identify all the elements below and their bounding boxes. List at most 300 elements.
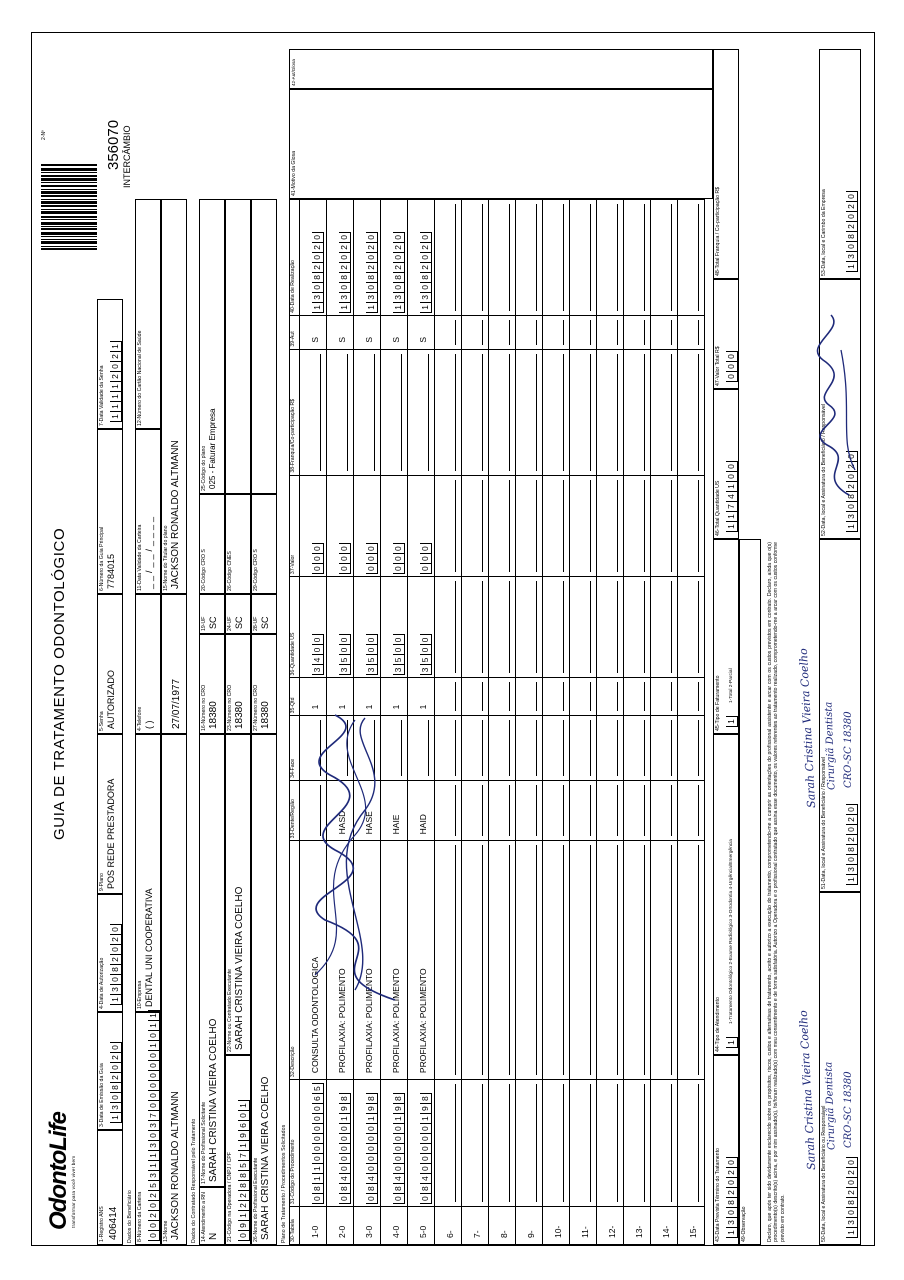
section-contratado-label: Dados do Contratado Responsável pelo Tratamento (191, 1118, 197, 1243)
signature-box-50-label: 50-Data, local e Assinatura do Beneficiário ou Responsável (821, 1105, 827, 1242)
table-cell-c32 (435, 841, 462, 1080)
page-marker: 2-Nº (41, 130, 47, 140)
table-row (624, 200, 651, 1245)
table-cell-c38 (543, 349, 570, 475)
field-tipo-faturamento-legend: 1-Total 2-Parcial (729, 668, 734, 703)
field-registro-ans-label: 1-Registro ANS (99, 1206, 105, 1242)
field-numero-cro-executante (225, 634, 251, 734)
field-tipo-atendimento (713, 734, 739, 1055)
table-cell-c39 (624, 315, 651, 349)
table-cell-c30: 7- (462, 1207, 489, 1245)
field-senha (97, 594, 123, 734)
table-cell-c37: 0 0 0 (408, 475, 435, 576)
table-cell-c34 (678, 716, 705, 781)
table-cell-c30: 2-0 (327, 1207, 354, 1245)
section-plano-tratamento-label: Plano de Tratamento / Procedimentos Solicitados (281, 1124, 287, 1243)
table-cell-c37: 0 0 0 (381, 475, 408, 576)
table-cell-c40: 1 3 0 8 2 0 2 0 (327, 200, 354, 316)
table-cell-c34 (543, 716, 570, 781)
table-cell-c39: S (408, 315, 435, 349)
table-cell-c39 (489, 315, 516, 349)
table-col-header-c37: 37-Valor (290, 475, 300, 576)
table-cell-c35 (624, 678, 651, 716)
signature-box-50-digits: 1 3 0 8 2 0 2 0 (846, 1157, 858, 1238)
table-cell-c38 (597, 349, 624, 475)
table-cell-c30: 11- (570, 1207, 597, 1245)
table-cell-c32 (570, 841, 597, 1080)
field-observacao-label: 49-Observação (741, 1206, 747, 1242)
field-cns (135, 199, 161, 429)
table-row (489, 200, 516, 1245)
table-cell-c30: 1-0 (300, 1207, 327, 1245)
table-cell-c35: 1 (327, 678, 354, 716)
field-total-franquia (713, 49, 739, 279)
table-cell-c37: 0 0 0 (300, 475, 327, 576)
table-cell-c33 (597, 780, 624, 840)
table-cell-c40 (435, 200, 462, 316)
barcode (41, 164, 97, 250)
field-nome-beneficiario (161, 734, 187, 1245)
signature-box-53-digits: 1 3 0 8 2 0 2 0 (846, 191, 858, 272)
field-validade-senha-digits: 1 1 1 1 2 0 2 1 (110, 341, 122, 422)
table-cell-c34 (651, 716, 678, 781)
table-col-header-c34: 34-Face (290, 716, 300, 781)
field-uf-solicitante-label: 19-UF (201, 616, 207, 631)
table-row (570, 200, 597, 1245)
field-data-autorizacao-label: 4-Data de Autorização (99, 957, 105, 1009)
field-codigo-plano-label: 25-Código do plano (201, 445, 207, 491)
table-col-header-c35: 35-Qtd (290, 678, 300, 716)
handwritten-signature-role-2: Cirurgiã Dentista (823, 701, 838, 791)
table-cell-c40: 1 3 0 8 2 0 2 0 (300, 200, 327, 316)
section-beneficiario-label: Dados do Beneficiário (127, 1190, 133, 1243)
handwritten-signature-name-2: Sarah Cristina Vieira Coelho (796, 647, 819, 809)
field-tipo-faturamento (713, 539, 739, 734)
table-cell-c35 (543, 678, 570, 716)
table-cell-c30: 13- (624, 1207, 651, 1245)
table-cell-c38 (462, 349, 489, 475)
table-cell-c35: 1 (354, 678, 381, 716)
field-codigo-cnes-label: 26-Código CNES (227, 551, 233, 591)
table-cell-c31: 0 8 4 0 0 0 0 0 1 9 8 (381, 1080, 408, 1207)
field-guia-principal-value: 7784015 (106, 553, 116, 589)
table-cell-c30: 12- (597, 1207, 624, 1245)
field-profissional-solicitante (199, 734, 225, 1187)
table-cell-c31: 0 8 4 0 0 0 0 0 1 9 8 (327, 1080, 354, 1207)
field-guia-principal-label: 6-Número da Guia Principal (99, 526, 105, 591)
table-cell-c30: 3-0 (354, 1207, 381, 1245)
table-cell-c37 (678, 475, 705, 576)
field-cns-label: 12-Número do Cartão Nacional de Saúde (137, 330, 143, 426)
field-uf-solicitante (199, 594, 225, 634)
field-profissional-solicitante-label: 17-Nome do Profissional Solicitante (201, 1101, 207, 1184)
table-cell-c33: HAIE (381, 780, 408, 840)
table-cell-c32 (678, 841, 705, 1080)
field-plano-value: POS REDE PRESTADORA (106, 778, 116, 889)
table-cell-c34 (435, 716, 462, 781)
signature-box-51-digits: 1 3 0 8 2 0 2 0 (846, 804, 858, 885)
table-cell-c34 (624, 716, 651, 781)
table-cell-c37 (597, 475, 624, 576)
table-cell-c32 (651, 841, 678, 1080)
table-cell-c38 (651, 349, 678, 475)
field-numero-carteira-label: 8-Número da Carteira (137, 1191, 143, 1242)
table-cell-c38 (381, 349, 408, 475)
field-registro-ans-value: 406414 (108, 1206, 119, 1240)
field-uf-executante (225, 594, 251, 634)
table-cell-c38 (300, 349, 327, 475)
field-data-emissao-digits: 1 3 0 8 2 0 2 0 (110, 1042, 122, 1123)
field-validade-carteira-digits: __/__/____ (144, 513, 154, 589)
field-motivo-glosa (289, 89, 713, 199)
table-row (651, 200, 678, 1245)
table-cell-c35 (570, 678, 597, 716)
handwritten-signature-cro-2: CRO-SC 18380 (843, 711, 854, 788)
table-cell-c36 (489, 577, 516, 678)
table-cell-c36 (543, 577, 570, 678)
table-cell-c31 (516, 1080, 543, 1207)
field-uf-prof-exec-value: SC (260, 616, 270, 629)
field-tipo-atendimento-digits: 1 (726, 1037, 738, 1048)
field-tipo-faturamento-digits: 1 (726, 716, 738, 727)
table-cell-c40 (516, 200, 543, 316)
field-codigo-cro-s-label: 20-Código CRO S (201, 549, 207, 591)
table-cell-c37 (543, 475, 570, 576)
table-cell-c33 (570, 780, 597, 840)
handwritten-signature-role-1: Cirurgiã Dentista (823, 1061, 838, 1151)
table-cell-c33 (624, 780, 651, 840)
field-numero-carteira-digits: 0 0 2 0 2 5 3 1 1 3 0 3 7 0 0 0 0 0 0 1 0 1 1 (148, 1010, 160, 1241)
table-cell-c34 (570, 716, 597, 781)
table-cell-c34 (462, 716, 489, 781)
field-total-us-digits: 1 1 7 4 1 0 0 (726, 461, 738, 532)
field-contratado-executante (225, 734, 251, 1055)
table-cell-c37 (651, 475, 678, 576)
table-cell-c32: PROFILAXIA: POLIMENTO (354, 841, 381, 1080)
table-cell-c35 (462, 678, 489, 716)
table-cell-c36: 3 5 0 0 (327, 577, 354, 678)
table-cell-c38 (678, 349, 705, 475)
table-cell-c31 (489, 1080, 516, 1207)
field-tipo-faturamento-label: 45-Tipo de Faturamento (715, 675, 721, 731)
table-cell-c33: HAID (408, 780, 435, 840)
field-data-emissao-label: 3-Data de Emissão da Guia (99, 1063, 105, 1127)
table-cell-c38 (435, 349, 462, 475)
table-cell-c31 (624, 1080, 651, 1207)
field-validade-carteira (135, 429, 161, 594)
table-cell-c40 (597, 200, 624, 316)
field-validade-senha-label: 7-Data Validade da Senha (99, 365, 105, 426)
table-cell-c39 (435, 315, 462, 349)
field-empresa-label: 10-Empresa (137, 980, 143, 1009)
brand-logo: OdontoLife (45, 1112, 72, 1230)
table-cell-c38 (624, 349, 651, 475)
table-cell-c40: 1 3 0 8 2 0 2 0 (381, 200, 408, 316)
field-total-franquia-label: 48-Total Franquia / Co-participação R$ (715, 186, 721, 276)
field-atendimento-rn (199, 1187, 225, 1245)
table-cell-c32 (489, 841, 516, 1080)
table-cell-c30: 6- (435, 1207, 462, 1245)
field-observacao (739, 539, 761, 1245)
field-nome-beneficiario-label: 13-Nome (163, 1220, 169, 1242)
table-cell-c39 (462, 315, 489, 349)
table-cell-c37 (570, 475, 597, 576)
table-cell-c35: 1 (381, 678, 408, 716)
table-col-header-c39: 39-Aut (290, 315, 300, 349)
field-profissional-solicitante-value: SARAH CRISTINA VIEIRA COELHO (208, 1018, 219, 1182)
field-numero-cro-prof-exec (251, 634, 277, 734)
table-cell-c30: 15- (678, 1207, 705, 1245)
field-numero-carteira (135, 1012, 161, 1245)
table-cell-c36 (570, 577, 597, 678)
table-cell-c30: 14- (651, 1207, 678, 1245)
table-col-header-c31: 31-Código do Procedimento (290, 1080, 300, 1207)
field-numero-cro-solicitante-value: 18380 (208, 701, 219, 729)
field-uf-solicitante-value: SC (208, 616, 218, 629)
table-cell-c39 (516, 315, 543, 349)
field-codigo-cnes (225, 494, 251, 594)
table-cell-c32: PROFILAXIA: POLIMENTO (408, 841, 435, 1080)
field-numero-cro-executante-label: 23-Número no CRO (227, 684, 233, 731)
field-contratado-executante-label: 22-Nome ou Contratado Executante (227, 968, 233, 1052)
table-cell-c37 (462, 475, 489, 576)
table-cell-c31 (678, 1080, 705, 1207)
table-cell-c31: 0 8 4 0 0 0 0 0 1 9 8 (354, 1080, 381, 1207)
field-nome-titular-value: JACKSON RONALDO ALTMANN (170, 440, 181, 589)
field-validade-carteira-label: 11-Data Validade da Carteira (137, 524, 143, 591)
table-cell-c36 (516, 577, 543, 678)
field-codigo-cro-s-exec (251, 494, 277, 594)
table-cell-c30: 8- (489, 1207, 516, 1245)
field-telefone-label: 4-Telefone (137, 706, 143, 731)
table-cell-c31 (543, 1080, 570, 1207)
field-uf-prof-exec-label: 28-UF (253, 616, 259, 631)
table-cell-c36: 3 4 0 0 (300, 577, 327, 678)
signature-box-51-label: 51-Data, local e Assinatura do Beneficiário / Responsável (821, 756, 827, 889)
table-cell-c36 (462, 577, 489, 678)
table-cell-c32 (516, 841, 543, 1080)
field-nome-titular-label: 15-Nome do Titular do plano (163, 525, 169, 591)
handwritten-patient-scribble (295, 710, 415, 1010)
table-cell-c33 (651, 780, 678, 840)
field-numero-cro-solicitante (199, 634, 225, 734)
table-cell-c32: CONSULTA ODONTOLOGICA (300, 841, 327, 1080)
field-data-termino-label: 43-Data Prevista Término do Tratamento (715, 1148, 721, 1242)
field-codigo-plano-cont (225, 199, 251, 494)
table-cell-c40 (624, 200, 651, 316)
field-data-autorizacao (97, 894, 123, 1012)
field-data-termino (713, 1055, 739, 1245)
table-cell-c35: 1 (408, 678, 435, 716)
field-profissional-executante-value: SARAH CRISTINA VIEIRA COELHO (260, 1076, 271, 1240)
field-plano-spacer (251, 199, 277, 494)
field-codigo-cro-s (199, 494, 225, 594)
table-cell-c37: 0 0 0 (354, 475, 381, 576)
table-cell-c37 (489, 475, 516, 576)
table-cell-c40 (570, 200, 597, 316)
field-aut-glosa (289, 49, 713, 89)
field-uf-executante-label: 24-UF (227, 616, 233, 631)
table-cell-c33: HASD (327, 780, 354, 840)
table-cell-c39 (651, 315, 678, 349)
table-row (462, 200, 489, 1245)
guide-number: 356070 (105, 119, 122, 170)
field-tipo-atendimento-label: 44-Tipo de Atendimento (715, 997, 721, 1052)
field-codigo-plano-value: 025 - Faturar Empresa (208, 408, 217, 489)
field-total-us-label: 46-Total Quantidade US (715, 480, 721, 536)
field-validade-senha (97, 299, 123, 429)
signature-box-53-label: 53-Data, local e Carimbo da Empresa (821, 189, 827, 276)
table-cell-c34 (489, 716, 516, 781)
table-cell-c37 (624, 475, 651, 576)
table-cell-c30: 5-0 (408, 1207, 435, 1245)
field-senha-value: AUTORIZADO (106, 670, 116, 729)
handwritten-signature-cro-1: CRO-SC 18380 (843, 1071, 854, 1148)
table-cell-c38 (489, 349, 516, 475)
table-cell-c36 (651, 577, 678, 678)
field-nome-beneficiario-value: JACKSON RONALDO ALTMANN (170, 1091, 181, 1240)
table-cell-c33: HASE (354, 780, 381, 840)
field-senha-label: 5-Senha (99, 711, 105, 731)
field-codigo-operadora (225, 1055, 251, 1245)
table-cell-c35 (516, 678, 543, 716)
table-cell-c39 (570, 315, 597, 349)
page-title: GUIA DE TRATAMENTO ODONTOLÓGICO (51, 527, 68, 840)
table-row (597, 200, 624, 1245)
field-uf-prof-exec (251, 594, 277, 634)
table-cell-c36 (678, 577, 705, 678)
signature-box-52-label: 52-Data, local e Assinatura do Beneficiário / Responsável (821, 403, 827, 536)
rotated-form (19, 20, 885, 1260)
field-motivo-glosa-label: 41-Motivo da Glosa (291, 151, 297, 196)
table-row (435, 200, 462, 1245)
field-data-termino-digits: 1 3 0 8 2 0 2 0 (726, 1157, 738, 1238)
table-cell-c40 (489, 200, 516, 316)
table-cell-c33 (435, 780, 462, 840)
table-cell-c37 (516, 475, 543, 576)
table-cell-c31 (462, 1080, 489, 1207)
field-data-emissao (97, 1012, 123, 1130)
table-cell-c36 (435, 577, 462, 678)
field-codigo-plano (199, 199, 225, 494)
guide-type: INTERCÂMBIO (122, 125, 132, 188)
table-cell-c36: 3 5 0 0 (408, 577, 435, 678)
table-cell-c38 (570, 349, 597, 475)
table-cell-c39: S (354, 315, 381, 349)
field-codigo-cro-s-exec-label: 29-Código CRO S (253, 549, 259, 591)
table-cell-c40 (543, 200, 570, 316)
field-atendimento-rn-label: 14-Atendimento a RN (201, 1192, 207, 1242)
table-cell-c40 (462, 200, 489, 316)
field-tipo-atendimento-legend: 1-Tratamento Odontológico 2-Exame Radiológico 3-Ortodontia 4-Urgência/Emergência (729, 839, 734, 1024)
table-cell-c36 (597, 577, 624, 678)
handwritten-scribble-signature (809, 310, 861, 500)
signature-box-52-digits: 1 3 0 8 2 0 2 0 (846, 451, 858, 532)
field-numero-cro-executante-value: 18380 (234, 701, 245, 729)
table-cell-c33 (543, 780, 570, 840)
field-data-nascimento-value: 27/07/1977 (171, 678, 182, 729)
table-cell-c40 (678, 200, 705, 316)
table-cell-c32 (597, 841, 624, 1080)
field-atendimento-rn-value: N (208, 1232, 219, 1240)
table-cell-c33 (516, 780, 543, 840)
field-valor-total-digits: 0 0 0 (726, 351, 738, 382)
table-col-header-c40: 40-Data de Realização (290, 200, 300, 316)
signature-box-53 (819, 49, 861, 279)
table-cell-c32 (543, 841, 570, 1080)
field-valor-total (713, 279, 739, 389)
table-cell-c38 (327, 349, 354, 475)
table-cell-c39 (678, 315, 705, 349)
field-codigo-operadora-label: 21-Código na Operadora / CNPJ / CPF (227, 1152, 233, 1242)
table-cell-c36: 3 5 0 0 (381, 577, 408, 678)
table-cell-c33 (462, 780, 489, 840)
handwritten-signature-name-1: Sarah Cristina Vieira Coelho (796, 1009, 819, 1171)
table-cell-c31 (597, 1080, 624, 1207)
table-cell-c35 (678, 678, 705, 716)
table-cell-c40: 1 3 0 8 2 0 2 0 (354, 200, 381, 316)
table-cell-c30: 9- (516, 1207, 543, 1245)
field-total-us (713, 389, 739, 539)
table-col-header-c33: 33-Dente/Região (290, 780, 300, 840)
table-row (516, 200, 543, 1245)
table-cell-c30: 10- (543, 1207, 570, 1245)
field-profissional-executante-label: 26-Nome do Profissional Executante (253, 1157, 259, 1242)
table-cell-c35 (489, 678, 516, 716)
table-cell-c32: PROFILAXIA: POLIMENTO (381, 841, 408, 1080)
table-cell-c36 (624, 577, 651, 678)
table-cell-c31: 0 8 4 0 0 0 0 0 1 9 8 (408, 1080, 435, 1207)
table-cell-c38 (516, 349, 543, 475)
field-guia-principal (97, 429, 123, 594)
table-cell-c34 (597, 716, 624, 781)
table-cell-c37 (435, 475, 462, 576)
table-cell-c33 (678, 780, 705, 840)
field-uf-executante-value: SC (234, 616, 244, 629)
table-col-header-c30: 30-Tabela (290, 1207, 300, 1245)
table-cell-c39: S (300, 315, 327, 349)
table-cell-c39 (543, 315, 570, 349)
table-cell-c35 (597, 678, 624, 716)
table-cell-c33 (489, 780, 516, 840)
table-cell-c31: 0 8 1 1 0 0 0 0 0 0 6 5 (300, 1080, 327, 1207)
field-plano (97, 734, 123, 894)
field-data-autorizacao-digits: 1 3 0 8 2 0 2 0 (110, 924, 122, 1005)
table-cell-c32 (462, 841, 489, 1080)
field-empresa (135, 734, 161, 1012)
table-cell-c35 (435, 678, 462, 716)
field-telefone-value: ( ) (144, 720, 154, 729)
field-plano-label: 9-Plano (99, 873, 105, 891)
field-codigo-operadora-digits: 0 9 1 2 2 8 8 5 7 1 9 6 0 1 (238, 1100, 250, 1241)
table-cell-c39: S (381, 315, 408, 349)
table-cell-c35: 1 (300, 678, 327, 716)
field-profissional-executante (251, 734, 277, 1245)
table-row (543, 200, 570, 1245)
table-cell-c38 (408, 349, 435, 475)
field-numero-cro-solicitante-label: 16-Número no CRO (201, 684, 207, 731)
table-cell-c31 (570, 1080, 597, 1207)
table-cell-c32: PROFILAXIA: POLIMENTO (327, 841, 354, 1080)
table-col-header-c38: 38-Franquia/Co-participação R$ (290, 349, 300, 475)
field-aut-glosa-label: 42-Aut/Glosa (291, 59, 296, 86)
table-cell-c35 (651, 678, 678, 716)
field-empresa-value: DENTAL UNI COOPERATIVA (144, 888, 154, 1007)
field-valor-total-label: 47-Valor Total R$ (715, 346, 721, 386)
field-numero-cro-prof-exec-label: 27-Número no CRO (253, 684, 259, 731)
table-cell-c34 (516, 716, 543, 781)
brand-tagline: transformar para você viver bem (71, 1155, 76, 1228)
